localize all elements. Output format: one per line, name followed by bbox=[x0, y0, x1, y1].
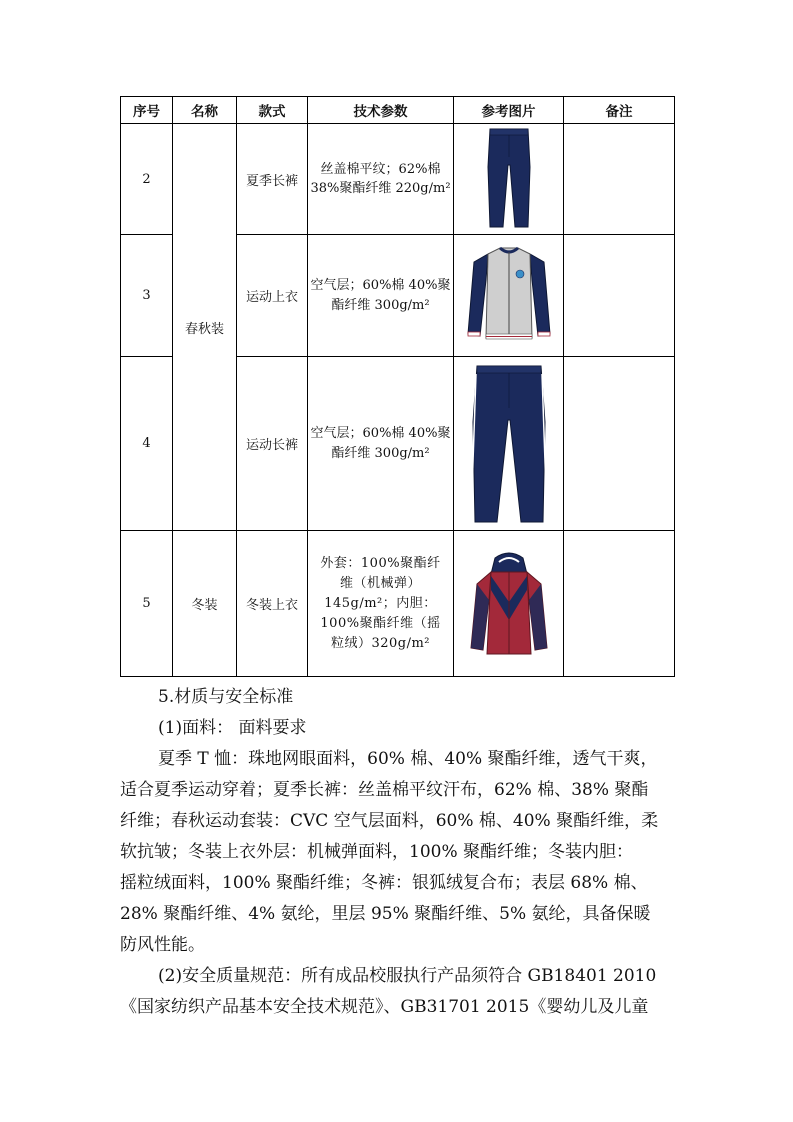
row-params bbox=[308, 357, 454, 531]
paragraph-line: 夏季 T 恤：珠地网眼面料，60% 棉、40% 聚酯纤维，透气干爽， bbox=[158, 749, 658, 769]
table-row bbox=[121, 531, 675, 677]
param-line: 空气层；60%棉 40%聚 bbox=[310, 278, 451, 293]
section-heading: 5.材质与安全标准 bbox=[158, 687, 294, 707]
merged-name-cell bbox=[173, 124, 237, 531]
row-name: 春秋装 bbox=[184, 321, 224, 337]
row-note bbox=[564, 124, 675, 235]
table-row bbox=[121, 124, 675, 235]
row-no: 3 bbox=[121, 235, 173, 357]
header-style: 款式 bbox=[237, 97, 308, 124]
header-no: 序号 bbox=[121, 97, 173, 124]
track-pants-image bbox=[467, 362, 551, 526]
trousers-image bbox=[484, 127, 534, 231]
row-image bbox=[454, 357, 564, 531]
header-params: 技术参数 bbox=[308, 97, 454, 124]
spec-table bbox=[120, 96, 675, 677]
param-line: 空气层；60%棉 40%聚 bbox=[310, 426, 451, 441]
param-line: 粒绒）320g/m² bbox=[330, 635, 431, 651]
row-name: 冬装 bbox=[173, 531, 237, 677]
paragraph-line: 纤维；春秋运动套装：CVC 空气层面料，60% 棉、40% 聚酯纤维，柔 bbox=[120, 811, 659, 831]
track-jacket-image bbox=[464, 244, 554, 348]
row-image bbox=[454, 235, 564, 357]
row-image bbox=[454, 531, 564, 677]
row-params bbox=[308, 531, 454, 677]
param-line: 酯纤维 300g/m² bbox=[331, 297, 430, 313]
paragraph-line: 软抗皱；冬装上衣外层：机械弹面料，100% 聚酯纤维；冬装内胆： bbox=[120, 842, 634, 862]
header-name: 名称 bbox=[173, 97, 237, 124]
row-no: 2 bbox=[121, 124, 173, 235]
row-note bbox=[564, 235, 675, 357]
row-params bbox=[308, 235, 454, 357]
row-style: 运动上衣 bbox=[237, 235, 308, 357]
row-no: 5 bbox=[121, 531, 173, 677]
paragraph-line: 《国家纺织产品基本安全技术规范》、GB31701 2015《婴幼儿及儿童 bbox=[120, 997, 649, 1017]
param-line: 145g/m²；内胆： bbox=[324, 595, 437, 611]
header-image: 参考图片 bbox=[454, 97, 564, 124]
param-line: 酯纤维 300g/m² bbox=[331, 445, 430, 461]
row-style: 运动长裤 bbox=[237, 357, 308, 531]
winter-jacket-image bbox=[469, 550, 549, 658]
subsection-fabric: (1)面料： 面料要求 bbox=[158, 718, 307, 738]
row-style: 夏季长裤 bbox=[237, 124, 308, 235]
paragraph-line: 防风性能。 bbox=[120, 935, 205, 955]
paragraph-line: 摇粒绒面料，100% 聚酯纤维；冬裤：银狐绒复合布；表层 68% 棉、 bbox=[120, 873, 648, 893]
row-style: 冬装上衣 bbox=[237, 531, 308, 677]
row-note bbox=[564, 531, 675, 677]
row-image bbox=[454, 124, 564, 235]
param-line: 丝盖棉平纹；62%棉 bbox=[320, 161, 441, 177]
param-line: 38%聚酯纤维 220g/m² bbox=[310, 181, 451, 196]
row-params bbox=[308, 124, 454, 235]
param-line: 维（机械弹） bbox=[339, 575, 421, 591]
paragraph-line: 适合夏季运动穿着；夏季长裤：丝盖棉平纹汗布，62% 棉、38% 聚酯 bbox=[120, 780, 649, 800]
param-line: 外套：100%聚酯纤 bbox=[320, 555, 441, 571]
param-line: 100%聚酯纤维（摇 bbox=[320, 615, 441, 631]
paragraph-line: (2)安全质量规范：所有成品校服执行产品须符合 GB18401 2010 bbox=[158, 966, 657, 986]
table-header-row bbox=[121, 97, 675, 124]
row-no: 4 bbox=[121, 357, 173, 531]
paragraph-line: 28% 聚酯纤维、4% 氨纶，里层 95% 聚酯纤维、5% 氨纶，具备保暖 bbox=[120, 904, 651, 924]
row-note bbox=[564, 357, 675, 531]
header-note: 备注 bbox=[564, 97, 675, 124]
